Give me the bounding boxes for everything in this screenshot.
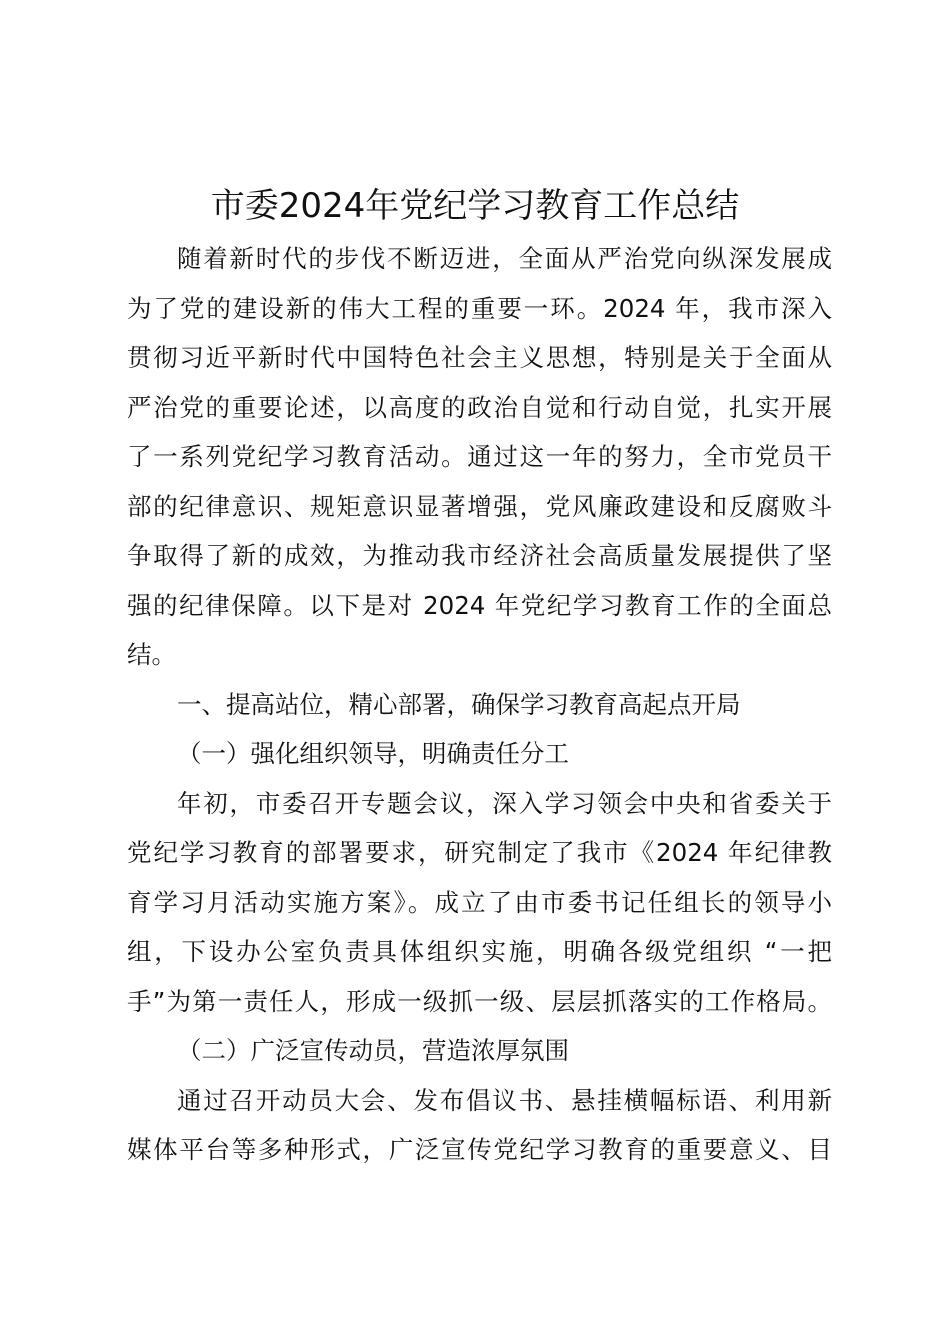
- text-line: （二）广泛宣传动员，营造浓厚氛围: [177, 1036, 569, 1065]
- text-line: 媒体平台等多种形式，广泛宣传党纪学习教育的重要意义、目: [127, 1135, 832, 1164]
- text-line: 部的纪律意识、规矩意识显著增强，党风廉政建设和反腐败斗: [127, 491, 832, 521]
- text-line: 通过召开动员大会、发布倡议书、悬挂横幅标语、利用新: [177, 1085, 832, 1115]
- text-line: 了一系列党纪学习教育活动。通过这一年的努力，全市党员干: [127, 442, 832, 471]
- text-line: 强的纪律保障。以下是对 2024 年党纪学习教育工作的全面总: [127, 590, 832, 620]
- text-line: 随着新时代的步伐不断迈进，全面从严治党向纵深发展成: [177, 244, 832, 273]
- text-line: 结。: [127, 640, 176, 669]
- text-line: 争取得了新的成效，为推动我市经济社会高质量发展提供了坚: [127, 541, 832, 570]
- text-line: 组，下设办公室负责具体组织实施，明确各级党组织 “一把: [127, 937, 832, 966]
- text-line: 严治党的重要论述，以高度的政治自觉和行动自觉，扎实开展: [127, 392, 832, 422]
- document-title: 市委2024年党纪学习教育工作总结: [210, 186, 740, 226]
- text-line: 贯彻习近平新时代中国特色社会主义思想，特别是关于全面从: [127, 343, 832, 372]
- text-line: 为了党的建设新的伟大工程的重要一环。2024 年，我市深入: [127, 293, 832, 323]
- text-line: 党纪学习教育的部署要求，研究制定了我市《2024 年纪律教: [127, 838, 832, 867]
- text-line: 年初，市委召开专题会议，深入学习领会中央和省委关于: [177, 788, 832, 818]
- document-body: [127, 234, 832, 1175]
- text-line: 一、提高站位，精心部署，确保学习教育高起点开局: [177, 689, 741, 719]
- text-line: 育学习月活动实施方案》。成立了由市委书记任组长的领导小: [127, 887, 832, 917]
- text-line: （一）强化组织领导，明确责任分工: [177, 739, 569, 768]
- text-line: 手”为第一责任人，形成一级抓一级、层层抓落实的工作格局。: [127, 986, 832, 1016]
